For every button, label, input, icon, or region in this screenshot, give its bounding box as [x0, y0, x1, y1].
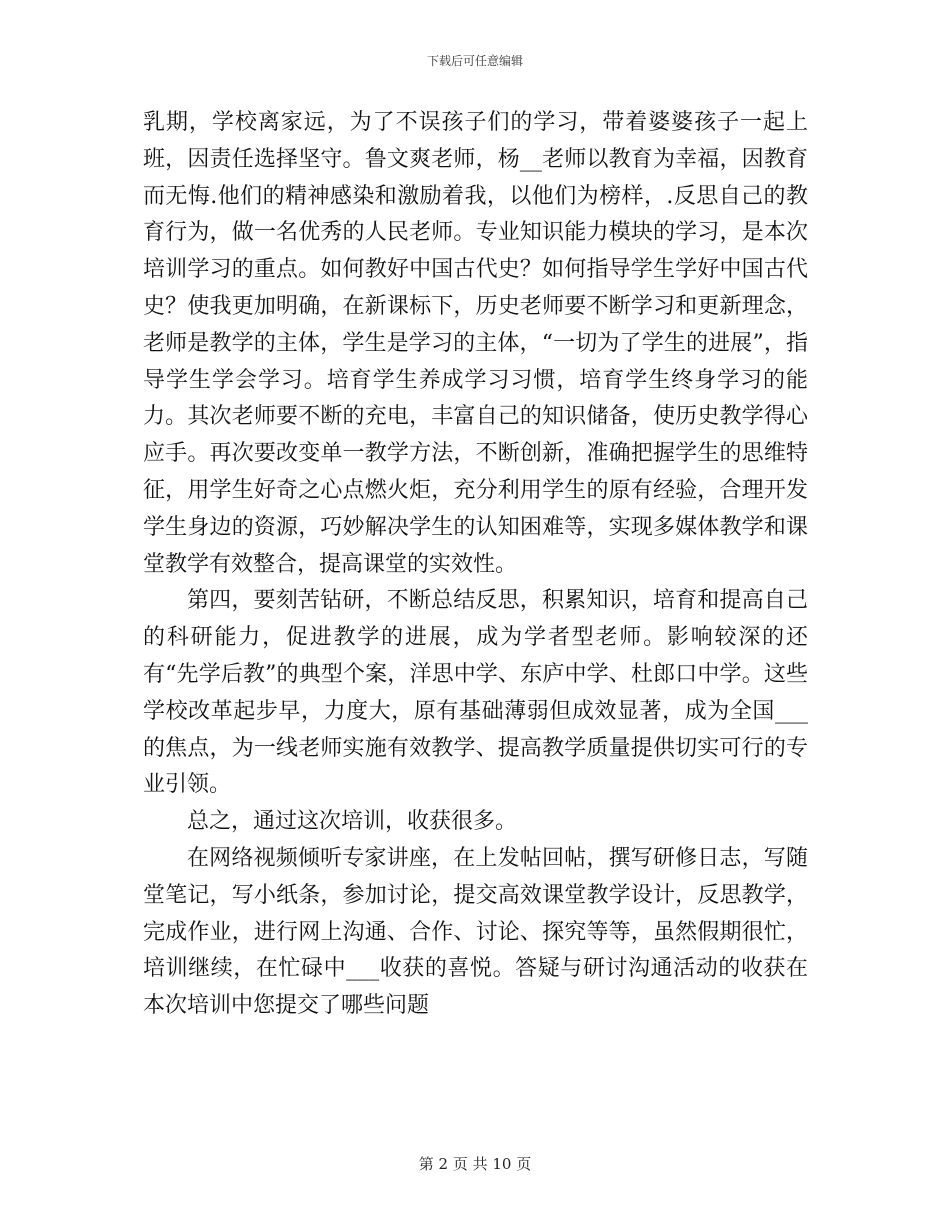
- page-number-footer: 第 2 页 共 10 页: [418, 1155, 532, 1173]
- document-body: [143, 105, 808, 1025]
- paragraph-3: 总之，通过这次培训，收获很多。: [187, 809, 518, 835]
- paragraph-1: 乳期，学校离家远，为了不误孩子们的学习，带着婆婆孩子一起上班，因责任选择坚守。鲁文爽老师，杨__老师以教育为幸福，因教育而无悔.他们的精神感染和激励着我，以他们为榜样，.反思自己的教育行为，做一名优秀的人民老师。专业知识能力模块的学习，是本次培训学习的重点。如何教好中国古代史？如何指导学生学好中国古代史？使我更加明确，在新课标下，历史老师要不断学习和更新理念，老师是教学的主体，学生是学习的主体，“一切为了学生的进展”，指导学生学会学习。培育学生养成学习习惯，培育学生终身学习的能力。其次老师要不断的充电，丰富自己的知识储备，使历史教学得心应手。再次要改变单一教学方法，不断创新，准确把握学生的思维特征，用学生好奇之心点燃火炬，充分利用学生的原有经验，合理开发学生身边的资源，巧妙解决学生的认知困难等，实现多媒体教学和课堂教学有效整合，提高课堂的实效性。: [143, 110, 808, 577]
- page-header: 下载后可任意编辑: [426, 54, 523, 68]
- paragraph-2: 第四，要刻苦钻研，不断总结反思，积累知识，培育和提高自己的科研能力，促进教学的进展，成为学者型老师。影响较深的还有“先学后教”的典型个案，洋思中学、东庐中学、杜郎口中学。这些学校改革起步早，力度大，原有基础薄弱但成效显著，成为全国___的焦点，为一线老师实施有效教学、提高教学质量提供切实可行的专业引领。: [143, 588, 808, 798]
- paragraph-4: 在网络视频倾听专家讲座，在上发帖回帖，撰写研修日志，写随堂笔记，写小纸条，参加讨论，提交高效课堂教学设计，反思教学，完成作业，进行网上沟通、合作、讨论、探究等等，虽然假期很忙，培训继续，在忙碌中___收获的喜悦。答疑与研讨沟通活动的收获在本次培训中您提交了哪些问题: [143, 845, 808, 1019]
